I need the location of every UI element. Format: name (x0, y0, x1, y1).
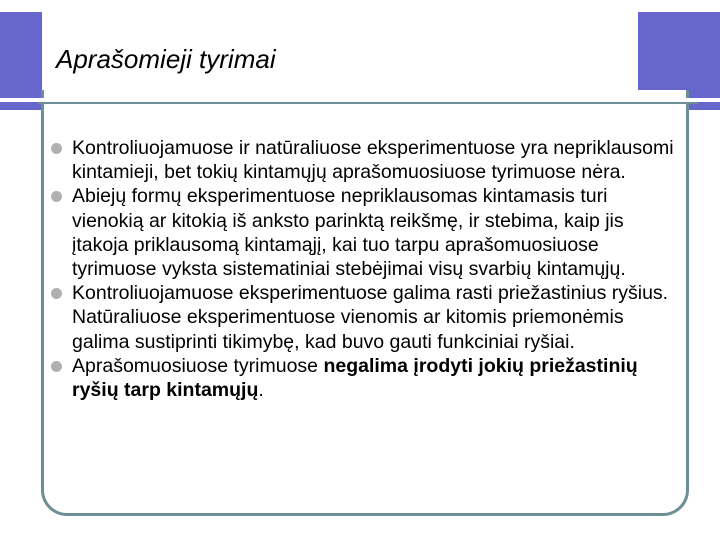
bullet-dot-icon (51, 143, 62, 154)
bullet-text: Kontroliuojamuose ir natūraliuose eksperimentuose yra nepriklausomi kintamieji, bet tokių kintamųjų aprašomuosiuose tyrimuose nėra. (72, 137, 674, 184)
bullet-text-end: . (258, 379, 264, 402)
bullet-text: Kontroliuojamuose eksperimentuose galima rasti priežastinius ryšius. Natūraliuose eksperimentuose vienomis ar kitomis priemonėmis galima sustiprinti tikimybę, kad buvo gauti funkciniai ryšiai. (72, 282, 669, 353)
bullet-dot-icon (51, 361, 62, 372)
bullet-text-emphasis: negalima įrodyti jokių priežastinių ryšių tarp kintamųjų (72, 354, 638, 402)
bullet-text: Abiejų formų eksperimentuose nepriklausomas kintamasis turi vienokią ar kitokią iš anksto parinktą reikšmę, ir stebima, kaip jis įtakoja priklausomą kintamąjį, kai tuo tarpu aprašomuosiuose tyrimuose vyksta sistematiniai stebėjimai visų svarbių kintamųjų. (72, 185, 626, 281)
bullet-text-start: Aprašomuosiuose tyrimuose (72, 354, 324, 377)
slide-title: Aprašomieji tyrimai (56, 44, 276, 74)
frame-top-line (38, 102, 698, 104)
bullet-item (20, 184, 680, 281)
bullet-dot-icon (51, 288, 62, 299)
bullet-item (20, 136, 680, 184)
bullet-dot-icon (51, 191, 62, 202)
bullet-item (20, 354, 680, 402)
bullet-list (20, 136, 680, 402)
bullet-item (20, 281, 680, 354)
